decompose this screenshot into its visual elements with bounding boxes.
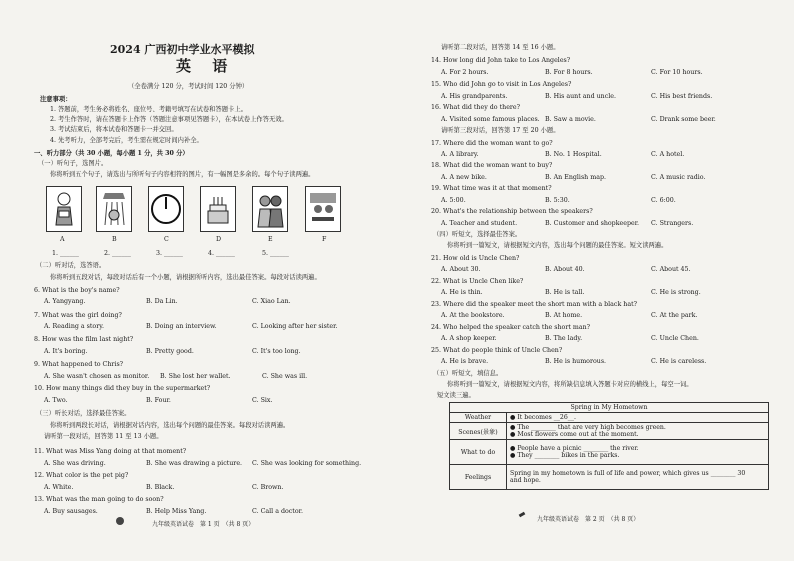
notice-item: 2. 考生作答时，请在答题卡上作答（答题注意事项见答题卡），在本试卷上作答无效。 — [50, 116, 288, 123]
option: B. 5:30. — [545, 197, 570, 204]
question: 18. What did the woman want to buy? — [431, 162, 553, 169]
option: B. For 8 hours. — [545, 69, 593, 76]
option: A. Teacher and student. — [441, 220, 518, 227]
question: 13. What was the man going to do soon? — [34, 496, 164, 503]
row-label: What to do — [450, 440, 507, 465]
option: C. At the park. — [651, 312, 698, 319]
clock-icon — [148, 186, 184, 232]
row-label: Feelings — [450, 465, 507, 490]
answer-blank: 2. ______ — [104, 250, 131, 257]
info-table — [449, 402, 769, 490]
question: 11. What was Miss Yang doing at that moment? — [34, 448, 187, 455]
table-row — [450, 440, 769, 465]
notice-heading: 注意事项： — [40, 96, 72, 103]
option: B. An English map. — [545, 174, 606, 181]
option: B. He is humorous. — [545, 358, 607, 365]
table-row — [450, 423, 769, 440]
table-row — [450, 465, 769, 490]
option: C. Strangers. — [651, 220, 694, 227]
question: 25. What do people think of Uncle Chen? — [431, 347, 563, 354]
sec4-instructions: 你将听到一篇短文，请根据短文内容，选出每个问题的最佳答案。短文读两遍。 — [447, 242, 668, 249]
option: B. Doing an interview. — [146, 323, 217, 330]
option: B. Saw a movie. — [545, 116, 596, 123]
option: B. His aunt and uncle. — [545, 93, 616, 100]
pic-letter: A — [60, 236, 65, 243]
question: 6. What is the boy's name? — [34, 287, 120, 294]
pen-mark-icon — [519, 512, 526, 518]
option: A. For 2 hours. — [441, 69, 489, 76]
option: A. Visited some famous places. — [441, 116, 540, 123]
option: C. She was ill. — [262, 373, 308, 380]
option: B. She was drawing a picture. — [146, 460, 243, 467]
question: 14. How long did John take to Los Angeles? — [431, 57, 571, 64]
option: C. Six. — [252, 397, 273, 404]
sec2-heading: （二）听对话，选答语。 — [36, 262, 106, 269]
answer-blank: 4. ______ — [208, 250, 235, 257]
table-title: Spring in My Hometown — [450, 403, 769, 413]
couple-icon — [252, 186, 288, 232]
restaurant-icon — [305, 186, 341, 232]
row-content — [507, 440, 769, 465]
option: C. It's too long. — [252, 348, 301, 355]
option: A. He is brave. — [441, 358, 489, 365]
part1-heading: 一、听力部分（共 30 小题，每小题 1 分，共 30 分） — [34, 150, 189, 157]
sec3-heading: （三）听长对话，选择最佳答案。 — [36, 410, 131, 417]
logo-mark-icon — [116, 517, 124, 525]
pic-letter: C — [164, 236, 169, 243]
option: B. Help Miss Yang. — [146, 508, 207, 515]
sec5-heading: （五）听短文，填信息。 — [433, 370, 503, 377]
question: 23. Where did the speaker meet the short man with a black hat? — [431, 301, 637, 308]
table-row — [450, 413, 769, 423]
option: C. She was looking for something. — [252, 460, 362, 467]
option: A. At the bookstore. — [441, 312, 505, 319]
notice-item: 3. 考试结束后，将本试卷和答题卡一并交回。 — [50, 126, 178, 133]
option: C. A hotel. — [651, 151, 685, 158]
option: A. White. — [44, 484, 74, 491]
option: C. His best friends. — [651, 93, 713, 100]
question: 17. Where did the woman want to go? — [431, 140, 553, 147]
pic-letter: E — [268, 236, 273, 243]
right-page — [397, 0, 794, 561]
option: A. Reading a story. — [44, 323, 104, 330]
row-content — [507, 465, 769, 490]
option: C. About 45. — [651, 266, 691, 273]
answer-blank: 5. ______ — [262, 250, 289, 257]
question: 24. Who helped the speaker catch the short man? — [431, 324, 591, 331]
option: C. Looking after her sister. — [252, 323, 338, 330]
option: A. Two. — [44, 397, 68, 404]
option: B. Black. — [146, 484, 175, 491]
row-line: ● Most flowers come out at the moment. — [510, 431, 639, 438]
option: A. She wasn't chosen as monitor. — [44, 373, 150, 380]
row-line: Spring in my hometown is full of life and power, which gives us ________ 30 — [510, 470, 746, 477]
exam-info: （全卷满分 120 分，考试时间 120 分钟） — [128, 83, 249, 90]
option: A. A shop keeper. — [441, 335, 497, 342]
question: 9. What happened to Chris? — [34, 361, 124, 368]
row-label: Scenes(景象) — [450, 423, 507, 440]
option: C. He is strong. — [651, 289, 701, 296]
sec5-instructions-2: 短文读三遍。 — [437, 392, 475, 399]
option: C. Drank some beer. — [651, 116, 716, 123]
option: C. Call a doctor. — [252, 508, 303, 515]
option: A. He is thin. — [441, 289, 483, 296]
option: B. No. 1 Hospital. — [545, 151, 602, 158]
option: A. A library. — [441, 151, 479, 158]
option: A. About 30. — [441, 266, 481, 273]
row-line: ● People have a picnic ________ the river. — [510, 445, 639, 452]
option: A. Buy sausages. — [44, 508, 98, 515]
option: B. About 40. — [545, 266, 585, 273]
option: B. Da Lin. — [146, 298, 178, 305]
option: A. Yangyang. — [44, 298, 86, 305]
option: B. Pretty good. — [146, 348, 194, 355]
sec5-instructions: 你将听到一篇短文，请根据短文内容，将所缺信息填入答题卡对应的横线上，每空一词。 — [447, 381, 693, 388]
cake-icon — [200, 186, 236, 232]
option: B. At home. — [545, 312, 583, 319]
row-line: ● They ________ bikes in the parks. — [510, 452, 620, 459]
option: C. 6:00. — [651, 197, 676, 204]
option: C. Xiao Lan. — [252, 298, 291, 305]
sec3-instructions-3: 请听第二段对话，回答第 14 至 16 小题。 — [441, 44, 560, 51]
option: C. A music radio. — [651, 174, 706, 181]
row-label: Weather — [450, 413, 507, 423]
sec2-instructions: 你将听到五段对话，每段对话后有一个小题，请根据所听内容，选出最佳答案。每段对话读两遍。 — [50, 274, 321, 281]
option: A. 5:00. — [441, 197, 466, 204]
option: A. It's boring. — [44, 348, 88, 355]
option: B. Customer and shopkeeper. — [545, 220, 640, 227]
answer-blank: 3. ______ — [156, 250, 183, 257]
notice-item: 1. 答题前，考生务必将姓名、座位号、考籍号填写在试卷和答题卡上。 — [50, 106, 247, 113]
question: 21. How old is Uncle Chen? — [431, 255, 520, 262]
option: C. He is careless. — [651, 358, 707, 365]
pic-letter: F — [322, 236, 327, 243]
option: B. He is tall. — [545, 289, 585, 296]
option: A. A new bike. — [441, 174, 487, 181]
sec1-heading: （一）听句子，选图片。 — [38, 160, 108, 167]
sec3-instructions-2: 请听第一段对话，回答第 11 至 13 小题。 — [44, 433, 163, 440]
answer-blank: 1. ______ — [52, 250, 79, 257]
option: C. For 10 hours. — [651, 69, 703, 76]
option: A. His grandparents. — [441, 93, 508, 100]
row-content — [507, 423, 769, 440]
row-content: ● It becomes __26__. — [507, 413, 769, 423]
row-line: and hope. — [510, 477, 541, 484]
page-footer: 九年级英语试卷 第 2 页 （共 8 页） — [537, 516, 640, 523]
notice-item: 4. 先考听力，全部考完后，考生需在规定时间内补全。 — [50, 137, 203, 144]
question: 12. What color is the pet pig? — [34, 472, 129, 479]
shower-icon — [96, 186, 132, 232]
option: C. Brown. — [252, 484, 284, 491]
question: 16. What did they do there? — [431, 104, 521, 111]
row-line: ● The ________ that are very high becomes green. — [510, 424, 666, 431]
question: 15. Who did John go to visit in Los Angeles? — [431, 81, 572, 88]
pic-letter: D — [216, 236, 222, 243]
sec1-instructions: 你将听到五个句子，请选出与所听句子内容相符的图片，有一幅图是多余的。每个句子读两遍。 — [50, 171, 315, 178]
question: 10. How many things did they buy in the supermarket? — [34, 385, 211, 392]
exam-title: 2024 广西初中学业水平模拟 — [110, 43, 255, 56]
question: 7. What was the girl doing? — [34, 312, 122, 319]
question: 8. How was the film last night? — [34, 336, 134, 343]
subject-title: 英 语 — [176, 57, 236, 75]
option: B. The lady. — [545, 335, 583, 342]
option: A. She was driving. — [44, 460, 106, 467]
sec3-instructions: 你将听到两段长对话，请根据对话内容，选出每个问题的最佳答案。每段对话读两遍。 — [50, 422, 290, 429]
question: 19. What time was it at that moment? — [431, 185, 552, 192]
question: 20. What's the relationship between the speakers? — [431, 208, 593, 215]
option: C. Uncle Chen. — [651, 335, 699, 342]
girl-reading-icon — [46, 186, 82, 232]
pic-letter: B — [112, 236, 117, 243]
question: 22. What is Uncle Chen like? — [431, 278, 524, 285]
option: B. She lost her wallet. — [160, 373, 231, 380]
sec3-instructions-4: 请听第三段对话，回答第 17 至 20 小题。 — [441, 127, 560, 134]
option: B. Four. — [146, 397, 171, 404]
sec4-heading: （四）听短文，选择最佳答案。 — [433, 231, 522, 238]
page-footer: 九年级英语试卷 第 1 页 （共 8 页） — [152, 521, 255, 528]
